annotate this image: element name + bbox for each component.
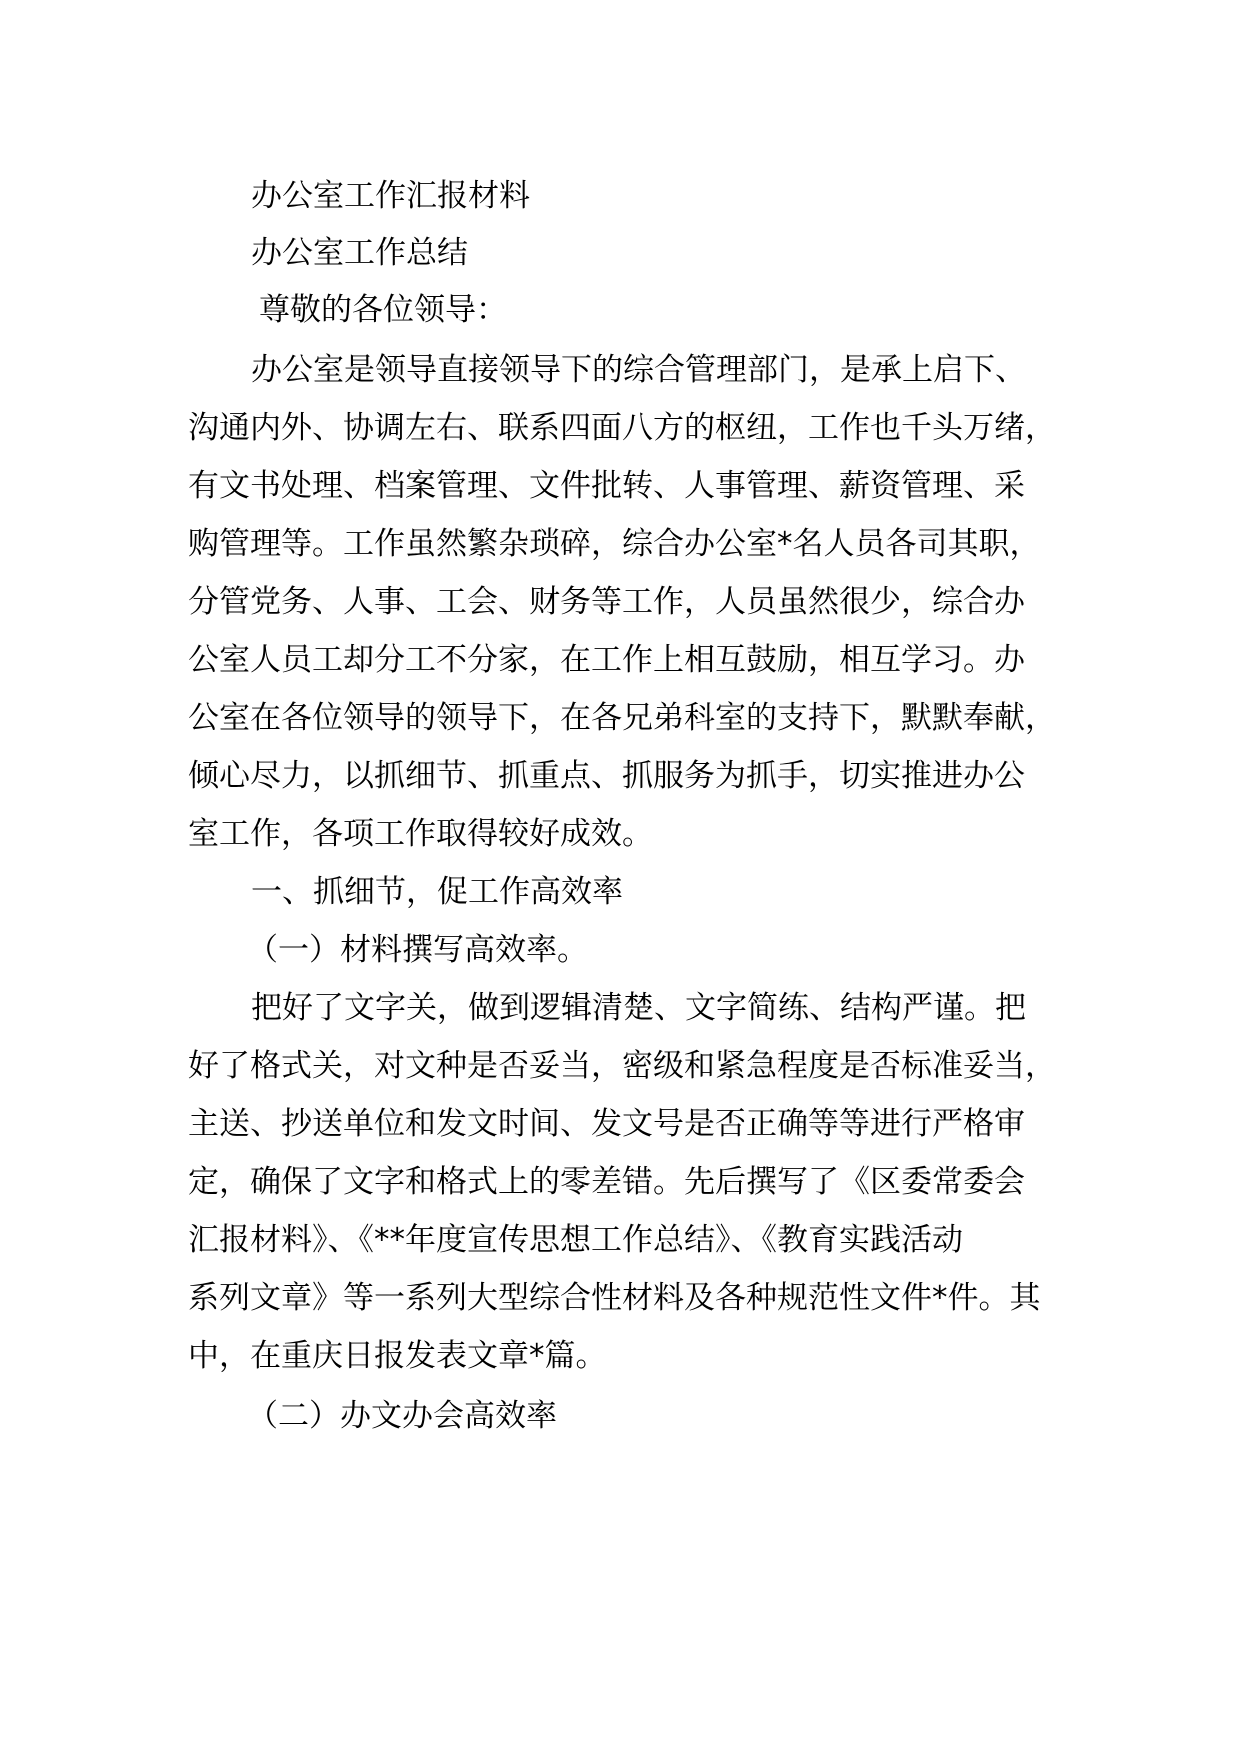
salutation: 尊敬的各位领导：	[259, 292, 507, 328]
body-line: 定，确保了文字和格式上的零差错。先后撰写了《区委常委会	[188, 1164, 1025, 1200]
intro-line: 倾心尽力，以抓细节、抓重点、抓服务为抓手，切实推进办公	[188, 758, 1025, 794]
subsection-heading: （一）材料撰写高效率。	[247, 932, 588, 968]
intro-line: 公室在各位领导的领导下，在各兄弟科室的支持下，默默奉献，	[188, 700, 1056, 736]
intro-line: 办公室是领导直接领导下的综合管理部门，是承上启下、	[251, 352, 1026, 388]
document-subtitle: 办公室工作总结	[251, 235, 468, 271]
intro-line: 公室人员工却分工不分家，在工作上相互鼓励，相互学习。办	[188, 642, 1025, 678]
intro-line: 沟通内外、协调左右、联系四面八方的枢纽，工作也千头万绪，	[188, 410, 1056, 446]
body-line: 汇报材料》、《**年度宣传思想工作总结》、《教育实践活动	[188, 1222, 963, 1258]
subsection-heading: （二）办文办会高效率	[247, 1398, 557, 1434]
intro-line: 有文书处理、档案管理、文件批转、人事管理、薪资管理、采	[188, 468, 1025, 504]
section-heading: 一、抓细节，促工作高效率	[251, 874, 623, 910]
body-line: 主送、抄送单位和发文时间、发文号是否正确等等进行严格审	[188, 1106, 1025, 1142]
intro-line: 室工作，各项工作取得较好成效。	[188, 816, 653, 852]
document-title: 办公室工作汇报材料	[251, 178, 530, 214]
intro-line: 购管理等。工作虽然繁杂琐碎，综合办公室*名人员各司其职，	[188, 526, 1041, 562]
body-line: 好了格式关，对文种是否妥当，密级和紧急程度是否标准妥当，	[188, 1048, 1056, 1084]
body-line: 把好了文字关，做到逻辑清楚、文字简练、结构严谨。把	[251, 990, 1026, 1026]
body-line: 中，在重庆日报发表文章*篇。	[188, 1338, 607, 1374]
intro-line: 分管党务、人事、工会、财务等工作，人员虽然很少，综合办	[188, 584, 1025, 620]
body-line: 系列文章》等一系列大型综合性材料及各种规范性文件*件。其	[188, 1280, 1041, 1316]
